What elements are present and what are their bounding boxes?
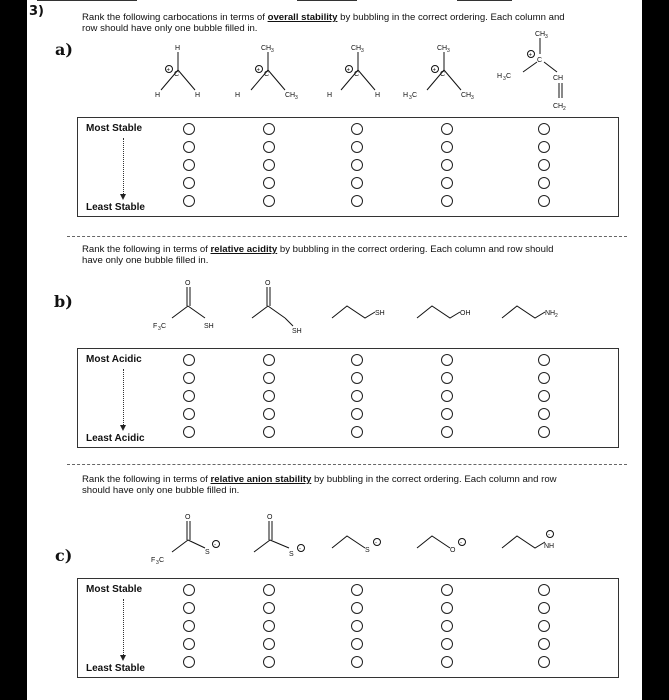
svg-text:-: - (548, 532, 550, 539)
molecule-a1 (137, 40, 217, 105)
instruction-b-post: by bubbling in the correct ordering. Each column and row should have only one bubble filled in. (82, 244, 554, 266)
bubble[interactable] (441, 584, 453, 596)
bubble[interactable] (351, 390, 363, 402)
bubble[interactable] (441, 408, 453, 420)
bubble[interactable] (351, 620, 363, 632)
svg-text:-: - (299, 546, 301, 553)
bubble-column-b1 (183, 354, 197, 444)
svg-text:3: 3 (295, 95, 298, 100)
bubble[interactable] (183, 123, 195, 135)
svg-text:3: 3 (447, 48, 450, 54)
bubble[interactable] (183, 620, 195, 632)
bubble[interactable] (351, 123, 363, 135)
molecule-a4 (397, 40, 487, 105)
svg-text:H: H (403, 92, 409, 99)
bubble-column-c2 (263, 584, 277, 674)
bubble[interactable] (183, 408, 195, 420)
bubble[interactable] (351, 426, 363, 438)
bubble[interactable] (538, 141, 550, 153)
bubble[interactable] (441, 195, 453, 207)
svg-text:-: - (214, 542, 216, 549)
instruction-b-pre: Rank the following in terms of (82, 244, 211, 255)
svg-text:3: 3 (361, 48, 364, 54)
bubble[interactable] (263, 195, 275, 207)
bubble[interactable] (183, 584, 195, 596)
rank-top-label: Most Stable (86, 584, 143, 595)
instruction-c (82, 474, 572, 496)
bubble[interactable] (441, 177, 453, 189)
svg-text:C: C (264, 71, 270, 78)
svg-text:H: H (195, 92, 201, 99)
rank-top-label: Most Acidic (86, 354, 142, 365)
bubble[interactable] (263, 620, 275, 632)
svg-text:3: 3 (158, 326, 161, 332)
rank-arrow (123, 369, 124, 427)
bubble[interactable] (441, 390, 453, 402)
svg-text:H: H (327, 92, 333, 99)
bubble-column-b2 (263, 354, 277, 444)
bubble[interactable] (183, 195, 195, 207)
instruction-a-post: by bubbling in the correct ordering. Each column and row should have only one bubble filled in. (82, 12, 565, 34)
bubble[interactable] (538, 123, 550, 135)
svg-text:H: H (155, 92, 161, 99)
svg-text:3: 3 (156, 560, 159, 566)
molecule-c5 (497, 520, 587, 565)
bubble-column-a2 (263, 123, 277, 213)
name-field-line (37, 0, 137, 2)
rank-arrow (123, 138, 124, 196)
molecule-c1 (147, 510, 237, 575)
molecule-a3 (317, 40, 397, 105)
svg-text:OH: OH (460, 310, 471, 317)
bubble[interactable] (538, 602, 550, 614)
rank-bottom-label: Least Acidic (86, 433, 145, 444)
molecule-c3 (327, 520, 417, 565)
bubble[interactable] (183, 638, 195, 650)
bubble[interactable] (441, 141, 453, 153)
worksheet-page (27, 0, 642, 700)
svg-text:S: S (205, 549, 210, 556)
svg-text:SH: SH (375, 310, 385, 317)
bubble[interactable] (351, 408, 363, 420)
bubble[interactable] (351, 602, 363, 614)
bubble[interactable] (263, 123, 275, 135)
bubble[interactable] (441, 656, 453, 668)
molecule-b5 (497, 290, 577, 335)
svg-text:SH: SH (292, 328, 302, 335)
bubble[interactable] (183, 602, 195, 614)
rank-top-label: Most Stable (86, 123, 143, 134)
ranking-grid-c (77, 578, 619, 678)
bubble[interactable] (183, 426, 195, 438)
rank-bottom-label: Least Stable (86, 202, 145, 213)
bubble[interactable] (441, 354, 453, 366)
bubble-column-b3 (351, 354, 365, 444)
svg-text:H: H (175, 45, 181, 52)
svg-text:CH: CH (553, 103, 564, 110)
molecule-c4 (412, 520, 502, 565)
instruction-a-key: overall stability (267, 12, 338, 23)
ranking-grid-a (77, 117, 619, 217)
svg-text:O: O (185, 280, 191, 287)
bubble[interactable] (351, 177, 363, 189)
svg-text:C: C (354, 71, 360, 78)
bubble[interactable] (351, 141, 363, 153)
bubble[interactable] (263, 159, 275, 171)
svg-text:CH: CH (261, 45, 272, 52)
bubble[interactable] (183, 159, 195, 171)
bubble[interactable] (441, 602, 453, 614)
bubble[interactable] (441, 426, 453, 438)
svg-text:3: 3 (503, 76, 506, 82)
svg-text:S: S (365, 547, 370, 554)
bubble[interactable] (183, 141, 195, 153)
bubble[interactable] (183, 177, 195, 189)
bubble-column-c5 (538, 584, 552, 674)
bubble-column-b5 (538, 354, 552, 444)
bubble[interactable] (441, 372, 453, 384)
initials-field-line (457, 0, 512, 2)
molecule-c2 (239, 510, 329, 575)
bubble-column-b4 (441, 354, 455, 444)
molecule-b1 (147, 276, 227, 341)
instruction-a-pre: Rank the following carbocations in terms of (82, 12, 268, 23)
svg-text:H: H (235, 92, 241, 99)
bubble[interactable] (351, 584, 363, 596)
bubble[interactable] (263, 354, 275, 366)
svg-text:O: O (265, 280, 271, 287)
bubble[interactable] (538, 354, 550, 366)
instruction-c-post: by bubbling in the correct ordering. Each column and row should have only one bubble filled in. (82, 474, 557, 496)
svg-text:CH: CH (461, 92, 472, 99)
svg-text:3: 3 (471, 95, 474, 100)
bubble[interactable] (538, 177, 550, 189)
svg-text:CH: CH (535, 31, 546, 38)
svg-text:3: 3 (409, 95, 412, 100)
bubble-column-c4 (441, 584, 455, 674)
svg-text:S: S (289, 551, 294, 558)
svg-text:-: - (460, 540, 462, 547)
bubble[interactable] (183, 656, 195, 668)
bubble[interactable] (183, 354, 195, 366)
section-field-line (297, 0, 357, 2)
bubble[interactable] (263, 426, 275, 438)
bubble[interactable] (538, 656, 550, 668)
svg-text:C: C (412, 92, 418, 99)
bubble-column-a3 (351, 123, 365, 213)
svg-text:+: + (166, 67, 171, 74)
bubble[interactable] (351, 656, 363, 668)
svg-text:CH: CH (553, 75, 564, 82)
bubble[interactable] (263, 638, 275, 650)
instruction-c-pre: Rank the following in terms of (82, 474, 211, 485)
svg-text:F: F (151, 557, 156, 564)
svg-text:O: O (185, 514, 191, 521)
svg-text:NH: NH (545, 310, 556, 317)
bubble[interactable] (441, 123, 453, 135)
question-number: 3) (29, 4, 44, 19)
bubble[interactable] (263, 584, 275, 596)
bubble[interactable] (441, 159, 453, 171)
bubble-column-a5 (538, 123, 552, 213)
part-b-label: b) (54, 292, 73, 311)
bubble[interactable] (538, 584, 550, 596)
bubble-column-a4 (441, 123, 455, 213)
bubble[interactable] (538, 159, 550, 171)
bubble[interactable] (538, 408, 550, 420)
bubble[interactable] (263, 372, 275, 384)
bubble-column-c3 (351, 584, 365, 674)
section-divider (67, 464, 627, 465)
svg-text:NH: NH (544, 543, 555, 550)
svg-text:O: O (267, 514, 273, 521)
svg-text:C: C (161, 323, 167, 330)
bubble[interactable] (351, 195, 363, 207)
svg-text:+: + (528, 52, 533, 59)
svg-text:2: 2 (555, 313, 558, 319)
svg-text:+: + (256, 67, 261, 74)
rank-arrowhead (120, 194, 126, 200)
molecule-b2 (237, 276, 317, 341)
instruction-b-key: relative acidity (210, 244, 278, 255)
svg-text:C: C (537, 57, 543, 64)
rank-arrowhead (120, 425, 126, 431)
svg-text:3: 3 (271, 48, 274, 54)
bubble[interactable] (538, 426, 550, 438)
section-divider (67, 236, 627, 237)
part-c-label: c) (55, 546, 73, 565)
bubble[interactable] (351, 372, 363, 384)
bubble-column-c1 (183, 584, 197, 674)
bubble[interactable] (441, 620, 453, 632)
svg-text:CH: CH (351, 45, 362, 52)
bubble[interactable] (263, 656, 275, 668)
instruction-b (82, 244, 572, 266)
bubble[interactable] (538, 390, 550, 402)
svg-text:+: + (346, 67, 351, 74)
bubble[interactable] (263, 177, 275, 189)
bubble[interactable] (183, 390, 195, 402)
bubble[interactable] (538, 372, 550, 384)
bubble[interactable] (263, 141, 275, 153)
molecule-a5 (487, 26, 577, 116)
bubble[interactable] (183, 372, 195, 384)
bubble[interactable] (441, 638, 453, 650)
svg-text:H: H (497, 73, 503, 80)
svg-text:3: 3 (545, 34, 548, 40)
svg-text:C: C (159, 557, 165, 564)
bubble[interactable] (351, 354, 363, 366)
bubble-column-a1 (183, 123, 197, 213)
rank-arrowhead (120, 655, 126, 661)
svg-text:-: - (375, 540, 377, 547)
svg-text:2: 2 (563, 106, 566, 111)
rank-bottom-label: Least Stable (86, 663, 145, 674)
bubble[interactable] (351, 638, 363, 650)
bubble[interactable] (351, 159, 363, 171)
svg-text:C: C (174, 71, 180, 78)
svg-text:C: C (440, 71, 446, 78)
svg-text:SH: SH (204, 323, 214, 330)
svg-text:H: H (375, 92, 381, 99)
ranking-grid-b (77, 348, 619, 448)
bubble[interactable] (538, 620, 550, 632)
bubble[interactable] (263, 390, 275, 402)
rank-arrow (123, 599, 124, 657)
instruction-c-key: relative anion stability (210, 474, 312, 485)
svg-text:C: C (506, 73, 512, 80)
bubble[interactable] (538, 195, 550, 207)
molecule-b3 (327, 290, 407, 335)
part-a-label: a) (55, 40, 73, 59)
svg-text:CH: CH (285, 92, 296, 99)
svg-text:+: + (432, 67, 437, 74)
molecule-a2 (227, 40, 317, 105)
svg-text:CH: CH (437, 45, 448, 52)
svg-text:F: F (153, 323, 158, 330)
molecule-b4 (412, 290, 492, 335)
bubble[interactable] (538, 638, 550, 650)
bubble[interactable] (263, 408, 275, 420)
svg-text:O: O (450, 547, 456, 554)
bubble[interactable] (263, 602, 275, 614)
